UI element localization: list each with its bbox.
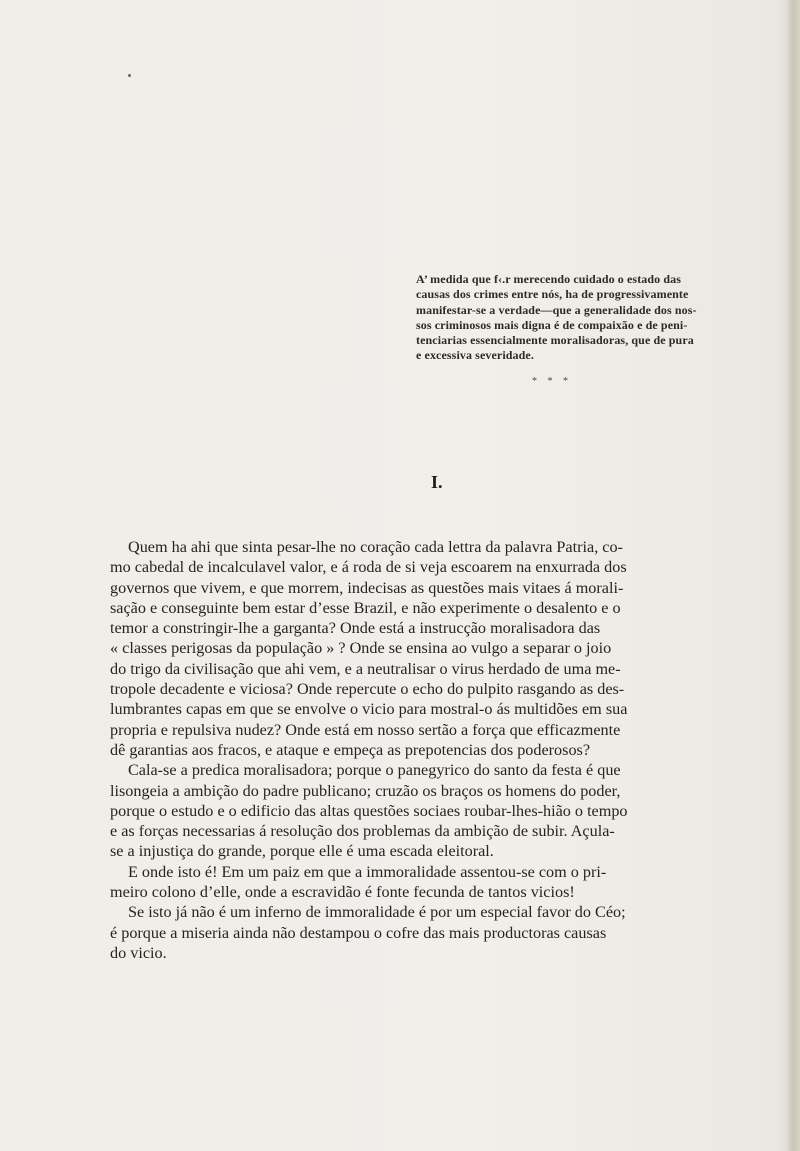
body-line: tropole decadente e viciosa? Onde repercute o echo do pulpito rasgando as des- <box>110 680 625 699</box>
body-line: temor a constringir-lhe a garganta? Onde está a instrucção moralisadora das <box>110 619 601 638</box>
epigraph-line: tenciarias essencialmente moralisadoras, que de pura <box>416 333 694 348</box>
body-line: lisongeia a ambição do padre publicano; cruzão os braços os homens do poder, <box>110 781 621 800</box>
body-line: meiro colono d’elle, onde a escravidão é fonte fecunda de tantos vicios! <box>110 883 575 902</box>
body-line: dê garantias aos fracos, e ataque e empeça as prepotencias dos poderosos? <box>110 740 591 759</box>
asterism-separator: * * * <box>532 376 572 387</box>
body-line: governos que vivem, e que morrem, indecisas as questões mais vitaes á morali- <box>110 578 624 597</box>
body-line: Se isto já não é um inferno de immoralidade é por um especial favor do Céo; <box>128 903 626 922</box>
paper-speck <box>128 74 131 77</box>
epigraph <box>416 272 786 364</box>
body-line: E onde isto é! Em um paiz em que a immoralidade assentou-se com o pri- <box>128 862 607 881</box>
body-line: lumbrantes capas em que se envolve o vicio para mostral-o ás multidões em sua <box>110 700 628 719</box>
body-line: do vicio. <box>110 943 167 962</box>
body-line: é porque a miseria ainda não destampou o cofre das mais productoras causas <box>110 923 607 942</box>
body-line: porque o estudo e o edificio das altas questões sociaes roubar-lhes-hião o tempo <box>110 801 628 820</box>
body-line: « classes perigosas da população » ? Onde se ensina ao vulgo a separar o joio <box>110 639 612 658</box>
body-line: sação e conseguinte bem estar d’esse Brazil, e não experimente o desalento e o <box>110 598 621 617</box>
body-line: mo cabedal de incalculavel valor, e á roda de si veja escoarem na enxurrada dos <box>110 558 627 577</box>
body-line: do trigo da civilisação que ahi vem, e a neutralisar o virus herdado de uma me- <box>110 659 621 678</box>
epigraph-line: e excessiva severidade. <box>416 348 534 363</box>
body-line: propria e repulsiva nudez? Onde está em nosso sertão a força que efficazmente <box>110 720 621 739</box>
epigraph-line: sos criminosos mais digna é de compaixão e de peni- <box>416 317 688 332</box>
epigraph-line: manifestar-se a verdade—que a generalidade dos nos- <box>416 302 697 317</box>
epigraph-line: causas dos crimes entre nós, ha de progressivamente <box>416 287 689 302</box>
body-line: Cala-se a predica moralisadora; porque o panegyrico do santo da festa é que <box>128 761 621 780</box>
body-line: Quem ha ahi que sinta pesar-lhe no coração cada lettra da palavra Patria, co- <box>128 538 623 556</box>
epigraph-line: A’ medida que f‹.r merecendo cuidado o estado das <box>416 272 682 286</box>
body-line: e as forças necessarias á resolução dos problemas da ambição de subir. Açula- <box>110 822 615 841</box>
section-number: I. <box>431 472 443 492</box>
body-text <box>110 537 790 963</box>
body-line: se a injustiça do grande, porque elle é uma escada eleitoral. <box>110 842 494 861</box>
